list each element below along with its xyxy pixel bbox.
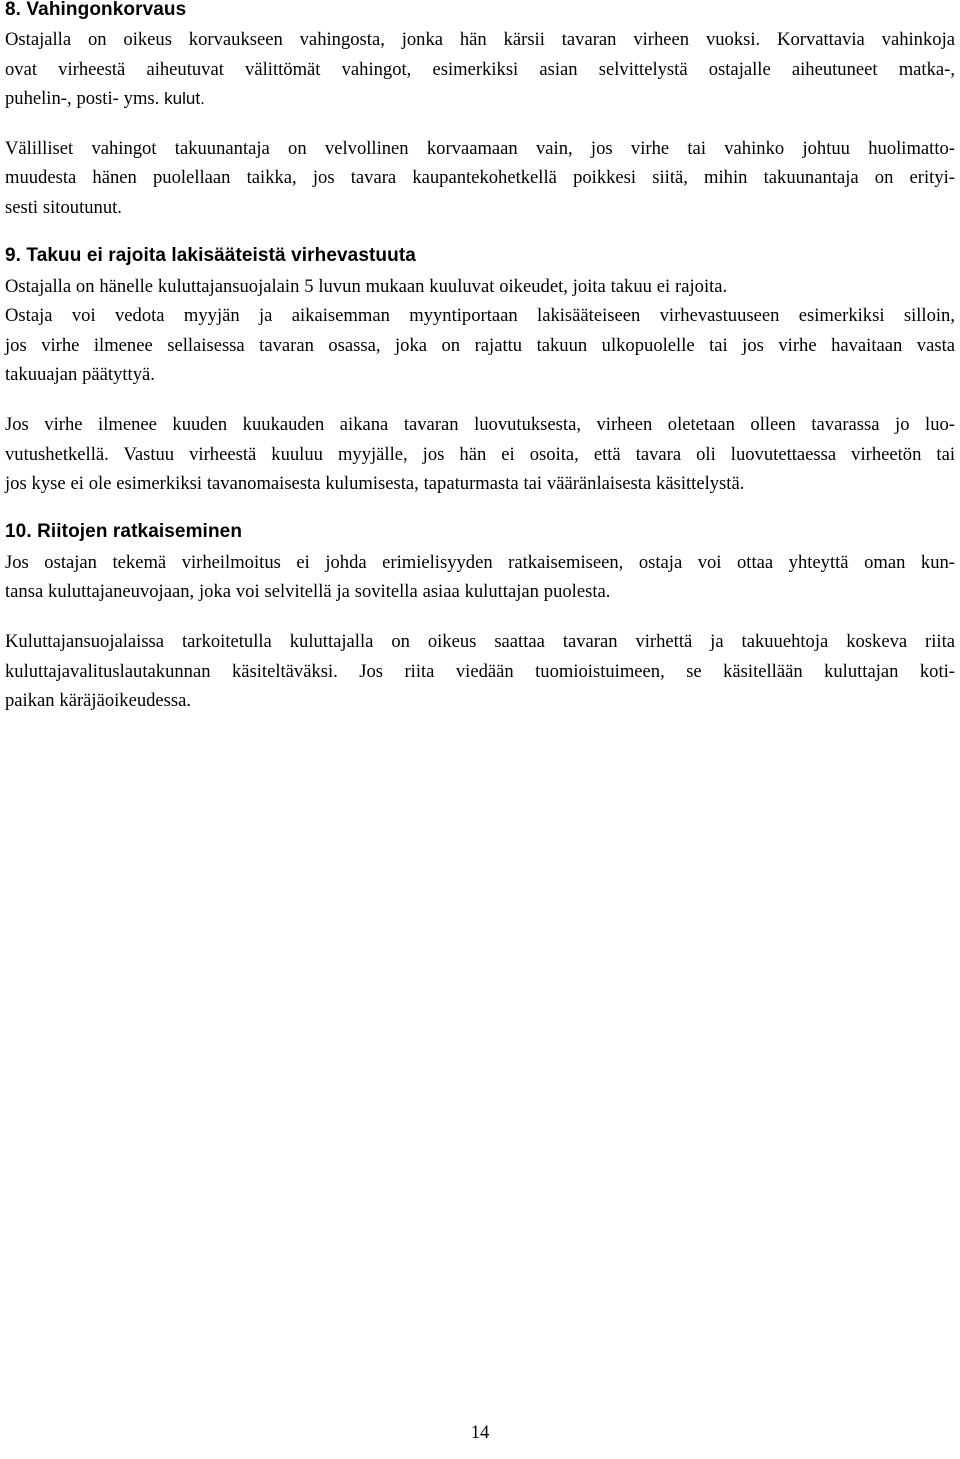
text-line: takuuajan päätyttyä.	[5, 364, 155, 386]
text-line: Ostaja voi vedota myyjän ja aikaisemman myyntiportaan lakisääteiseen virhevastuuseen esimerkiksi silloin,	[5, 305, 955, 327]
text-line: jos virhe ilmenee sellaisessa tavaran osassa, joka on rajattu takuun ulkopuolelle tai jos virhe havaitaan vasta	[5, 334, 955, 356]
text-line: Jos ostajan tekemä virheilmoitus ei johda erimielisyyden ratkaisemiseen, ostaja voi ottaa yhteyttä oman kun-	[5, 551, 955, 573]
section-10-paragraph-1	[5, 548, 955, 607]
text-line: ovat virheestä aiheutuvat välittömät vahingot, esimerkiksi asian selvittelystä ostajalle aiheutuneet matka-,	[5, 58, 955, 80]
page-number: 14	[470, 1422, 490, 1443]
text-line: sesti sitoutunut.	[5, 196, 122, 218]
text-line: Kuluttajansuojalaissa tarkoitetulla kuluttajalla on oikeus saattaa tavaran virhettä ja takuuehtoja koskeva riita	[5, 630, 955, 652]
text-line: muudesta hänen puolellaan taikka, jos tavara kaupantekohetkellä poikkesi siitä, mihin takuunantaja on erityi-	[5, 167, 955, 189]
text-line: kuluttajavalituslautakunnan käsiteltäväksi. Jos riita viedään tuomioistuimeen, se käsitellään kuluttajan koti-	[5, 660, 955, 682]
text-line: tansa kuluttajaneuvojaan, joka voi selvitellä ja sovitella asiaa kuluttajan puolesta.	[5, 581, 611, 603]
section-8-paragraph-1	[5, 25, 955, 114]
section-8-paragraph-2	[5, 134, 955, 223]
section-9-paragraph-1	[5, 272, 955, 302]
text-line: paikan käräjäoikeudessa.	[5, 690, 192, 712]
section-9-heading: 9. Takuu ei rajoita lakisääteistä virhevastuuta	[5, 244, 416, 266]
text-line: Välilliset vahingot takuunantaja on velvollinen korvaamaan vain, jos virhe tai vahinko johtuu huolimatto-	[5, 137, 955, 159]
text-line: Ostajalla on oikeus korvaukseen vahingosta, jonka hän kärsii tavaran virheen vuoksi. Korvattavia vahinkoja	[5, 29, 955, 50]
text-segment: kulut.	[164, 89, 205, 109]
text-line: vutushetkellä. Vastuu virheestä kuuluu myyjälle, jos hän ei osoita, että tavara oli luovutettaessa virheetön tai	[5, 443, 955, 465]
text-line: Jos virhe ilmenee kuuden kuukauden aikana tavaran luovutuksesta, virheen oletetaan olleen tavarassa jo luo-	[5, 413, 955, 435]
section-9-paragraph-2	[5, 301, 955, 390]
text-line	[5, 84, 955, 114]
section-10-paragraph-2	[5, 627, 955, 716]
section-10-heading: 10. Riitojen ratkaiseminen	[5, 520, 243, 542]
section-8-heading: 8. Vahingonkorvaus	[5, 0, 187, 20]
document-page	[5, 0, 955, 716]
text-line: Ostajalla on hänelle kuluttajansuojalain 5 luvun mukaan kuuluvat oikeudet, joita takuu ei rajoita.	[5, 275, 728, 297]
section-9-paragraph-3	[5, 410, 955, 499]
text-segment: puhelin-, posti- yms.	[5, 88, 160, 110]
text-line: jos kyse ei ole esimerkiksi tavanomaisesta kulumisesta, tapaturmasta tai vääränlaisesta käsittelystä.	[5, 473, 745, 495]
